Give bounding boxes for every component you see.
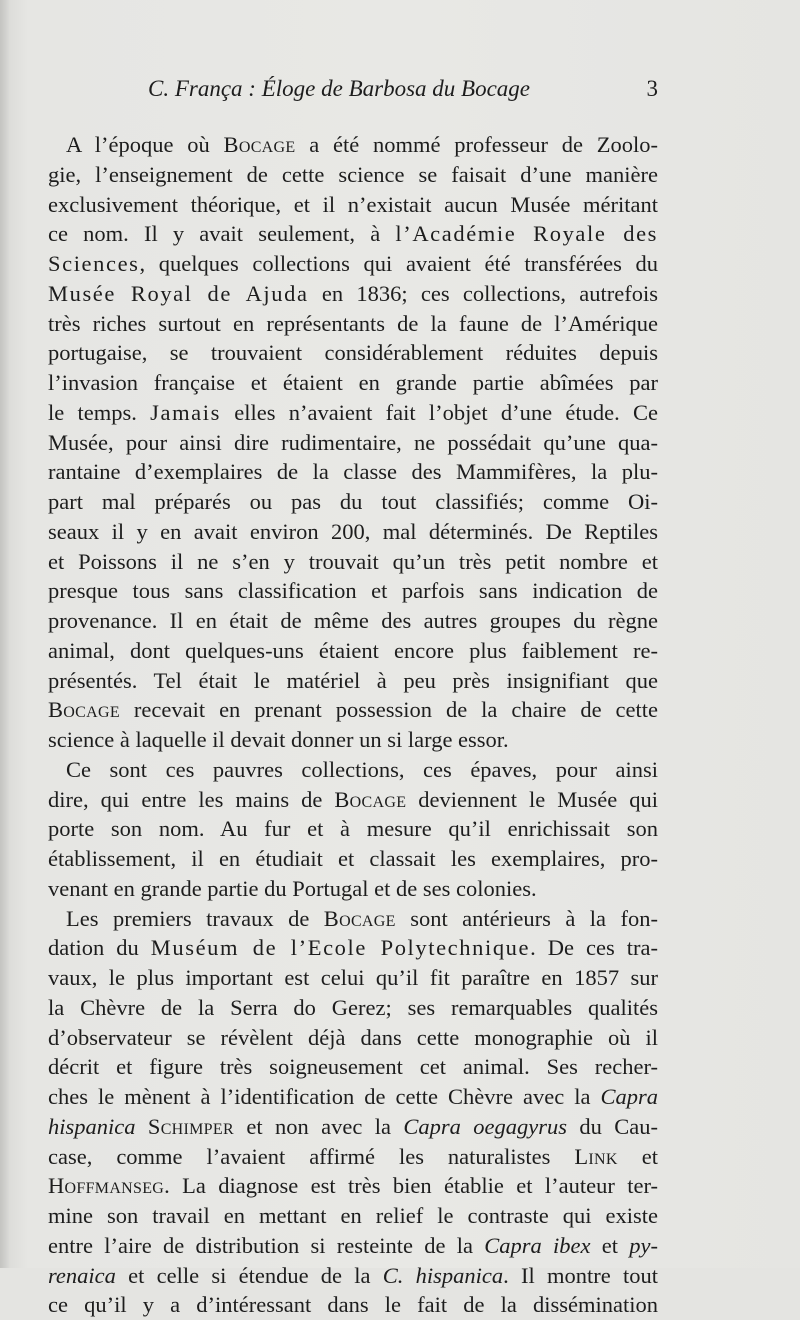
- text-run: portugaise, se trouvaient considérablement réduites depuis: [48, 340, 658, 366]
- text-line: [48, 487, 658, 517]
- text-run: animal, dont quelques-uns étaient encore plus faiblement re-: [48, 637, 658, 663]
- text-run: venant en grande partie du Portugal et de ses colonies.: [48, 875, 537, 901]
- running-title: C. França : Éloge de Barbosa du Bocage: [148, 76, 530, 101]
- text-line: [48, 368, 658, 398]
- text-run: Bocage: [323, 905, 396, 931]
- text-run: Schimper: [147, 1113, 234, 1139]
- text-line: [48, 636, 658, 666]
- body-text: [48, 130, 658, 1320]
- text-run: établissement, il en étudiait et classait les exemplaires, pro-: [48, 846, 658, 871]
- text-line: [48, 993, 658, 1023]
- text-line: [48, 1142, 658, 1172]
- text-line: [48, 844, 658, 874]
- text-run: présentés. Tel était le matériel à peu près insignifiant que: [48, 667, 658, 693]
- text-line: [48, 1201, 658, 1231]
- text-run: mine son travail en mettant en relief le contraste qui existe: [48, 1203, 658, 1228]
- text-line: [48, 130, 658, 160]
- text-run: elles n’avaient fait l’objet d’une étude. Ce: [220, 399, 658, 425]
- text-line: [48, 874, 658, 904]
- text-run: part mal préparés ou pas du tout classifiés; comme Oi-: [48, 489, 658, 514]
- text-run: Muséum de l’Ecole Polytechnique: [150, 935, 531, 961]
- text-line: [48, 785, 658, 815]
- text-line: [48, 755, 658, 785]
- text-run: ce nom. Il y avait seulement, à: [48, 221, 396, 247]
- text-run: [136, 1114, 148, 1139]
- text-run: décrit et figure très soigneusement cet animal. Ses recher-: [48, 1054, 658, 1080]
- text-run: Ce sont ces pauvres collections, ces épaves, pour ainsi: [66, 756, 658, 782]
- text-run: la Chèvre de la Serra do Gerez; ses remarquables qualités: [48, 994, 658, 1020]
- text-run: Capra oegagyrus: [403, 1113, 567, 1139]
- text-run: vaux, le plus important est celui qu’il fit paraître en 1857 sur: [48, 965, 658, 990]
- text-run: Bocage: [334, 786, 407, 812]
- text-line: [48, 933, 658, 963]
- text-run: hispanica: [48, 1113, 136, 1139]
- text-line: [48, 814, 658, 844]
- text-run: porte son nom. Au fur et à mesure qu’il enrichissait son: [48, 816, 658, 842]
- text-line: [48, 1290, 658, 1320]
- running-header: [148, 76, 658, 108]
- text-run: science à laquelle il devait donner un si large essor.: [48, 727, 509, 752]
- text-run: l’Académie Royale des: [395, 221, 659, 247]
- text-run: presque tous sans classification et parfois sans indication de: [48, 578, 658, 604]
- text-run: recevait en prenant possession de la chaire de cette: [119, 697, 658, 723]
- text-run: très riches surtout en représentants de la faune de l’Amérique: [48, 310, 658, 336]
- text-run: . De ces tra-: [530, 935, 658, 961]
- text-run: et non avec la: [233, 1113, 404, 1139]
- text-run: le temps.: [48, 399, 151, 425]
- text-run: seaux il y en avait environ 200, mal déterminés. De Reptiles: [48, 518, 658, 544]
- page-number: 3: [646, 76, 658, 101]
- text-run: . La diagnose est très bien établie et l’auteur ter-: [164, 1173, 658, 1199]
- text-run: Bocage: [223, 132, 296, 157]
- text-line: [48, 457, 658, 487]
- text-run: a été nommé professeur de Zoolo-: [295, 132, 658, 157]
- text-run: Link: [574, 1143, 618, 1169]
- text-run: et: [617, 1143, 658, 1169]
- text-run: A l’époque où: [66, 132, 224, 157]
- text-line: [48, 695, 658, 725]
- text-run: sont antérieurs à la fon-: [395, 905, 658, 931]
- text-line: [48, 517, 658, 547]
- text-run: , quelques collections qui avaient été transférées du: [139, 251, 658, 276]
- text-line: [48, 725, 658, 755]
- text-line: [48, 1171, 658, 1201]
- text-line: [48, 666, 658, 696]
- text-run: d’observateur se révèlent déjà dans cette monographie où il: [48, 1024, 658, 1050]
- text-run: et celle si étendue de la: [115, 1262, 383, 1288]
- page-gutter-shadow: [0, 0, 10, 1268]
- text-run: Capra ibex: [484, 1232, 591, 1258]
- text-run: ce qu’il y a d’intéressant dans le fait de la dissémination: [48, 1292, 658, 1318]
- text-run: entre l’aire de distribution si resteinte de la: [48, 1232, 485, 1258]
- text-run: en 1836; ces collections, autrefois: [308, 280, 658, 306]
- text-run: et Poissons il ne s’en y trouvait qu’un très petit nombre et: [48, 548, 658, 574]
- text-run: dire, qui entre les mains de: [48, 786, 335, 812]
- text-run: . Il montre tout: [503, 1262, 658, 1288]
- text-line: [48, 1023, 658, 1053]
- text-line: [48, 1052, 658, 1082]
- text-run: et: [590, 1232, 630, 1258]
- text-run: Capra: [600, 1084, 658, 1109]
- text-run: Jamais: [150, 399, 221, 425]
- text-line: [48, 309, 658, 339]
- text-line: [48, 279, 658, 309]
- text-run: l’invasion française et étaient en grande partie abîmées par: [48, 370, 658, 395]
- text-run: dation du: [48, 935, 151, 961]
- text-line: [48, 338, 658, 368]
- text-run: du Cau-: [566, 1113, 658, 1139]
- text-line: [48, 963, 658, 993]
- text-run: Musée, pour ainsi dire rudimentaire, ne possédait qu’une qua-: [48, 429, 658, 455]
- text-run: Bocage: [48, 697, 120, 723]
- text-line: [48, 904, 658, 934]
- text-line: [48, 190, 658, 220]
- text-run: case, comme l’avaient affirmé les naturalistes: [48, 1143, 575, 1169]
- text-line: [48, 576, 658, 606]
- text-run: provenance. Il en était de même des autres groupes du règne: [48, 608, 658, 633]
- text-run: renaica: [48, 1262, 116, 1288]
- text-run: Sciences: [48, 251, 140, 276]
- text-line: [48, 398, 658, 428]
- text-line: [48, 219, 658, 249]
- text-run: gie, l’enseignement de cette science se faisait d’une manière: [48, 161, 658, 187]
- text-run: Les premiers travaux de: [66, 905, 324, 931]
- text-line: [48, 1231, 658, 1261]
- text-run: C. hispanica: [382, 1262, 504, 1288]
- text-line: [48, 428, 658, 458]
- text-line: [48, 1112, 658, 1142]
- text-line: [48, 1261, 658, 1291]
- text-line: [48, 249, 658, 279]
- text-line: [48, 606, 658, 636]
- text-run: Hoffmanseg: [48, 1173, 165, 1199]
- text-line: [48, 1082, 658, 1112]
- text-run: ches le mènent à l’identification de cette Chèvre avec la: [48, 1084, 601, 1109]
- text-run: deviennent le Musée qui: [406, 786, 658, 812]
- text-run: Musée Royal de Ajuda: [48, 280, 309, 306]
- text-line: [48, 160, 658, 190]
- text-run: py-: [629, 1232, 658, 1258]
- text-run: exclusivement théorique, et il n’existait aucun Musée méritant: [48, 191, 658, 217]
- text-line: [48, 547, 658, 577]
- text-run: rantaine d’exemplaires de la classe des Mammifères, la plu-: [48, 459, 658, 485]
